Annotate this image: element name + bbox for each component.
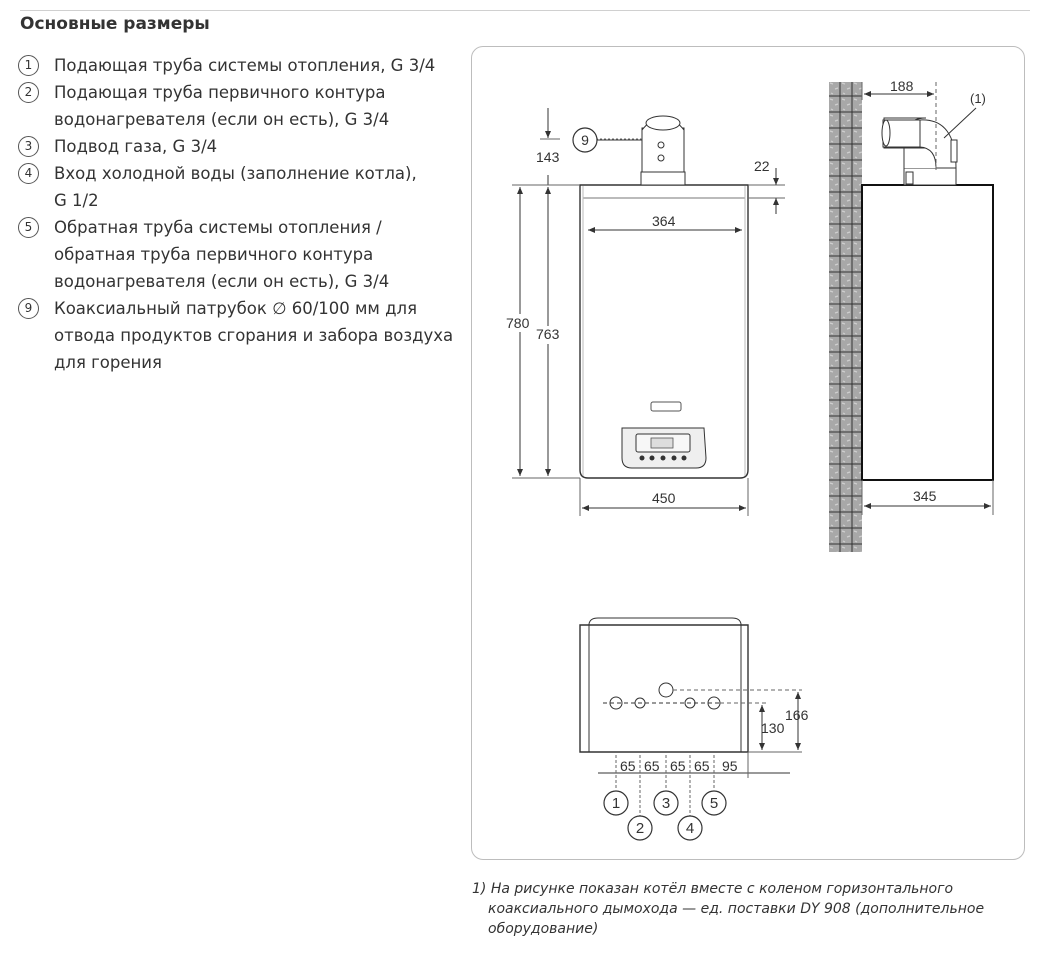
front-view (505, 108, 785, 516)
callout-3: 3 (661, 795, 671, 812)
legend-text: Обратная труба системы отопления / обратная труба первичного контура водонагревателя (если он есть), G 3/4 (54, 218, 390, 291)
legend-text: Подвод газа, G 3/4 (54, 137, 218, 156)
dim-345-label: 345 (913, 488, 937, 504)
dim-763 (535, 187, 565, 476)
dim-edge-label: 95 (722, 758, 738, 774)
flue-pipe-front (641, 116, 685, 185)
legend-number: 1 (18, 55, 39, 76)
note-ref-label: (1) (970, 91, 986, 106)
callout-5: 5 (709, 795, 719, 812)
footnote (472, 879, 992, 939)
legend-text: Вход холодной воды (заполнение котла), G 1/2 (54, 164, 417, 210)
dim-780-label: 780 (506, 315, 530, 331)
flue-elbow-side (882, 118, 957, 185)
dim-364-label: 364 (652, 213, 676, 229)
legend-number: 9 (18, 298, 39, 319)
note-ref-1 (944, 91, 986, 138)
dim-450-label: 450 (652, 490, 676, 506)
legend-text: Коаксиальный патрубок ∅ 60/100 мм для отвода продуктов сгорания и забора воздуха для горения (54, 299, 454, 372)
footnote-line: коаксиального дымохода — ед. поставки DY 908 (дополнительное (488, 901, 985, 917)
connection-3 (659, 683, 673, 697)
dim-763-label: 763 (536, 326, 560, 342)
callout-9 (573, 128, 642, 152)
dim-22 (748, 158, 785, 214)
bottom-view (580, 618, 809, 840)
legend-text: Подающая труба первичного контура водонагревателя (если он есть), G 3/4 (54, 83, 390, 129)
dim-spacing-3-label: 65 (670, 758, 686, 774)
wall-hatch (829, 82, 862, 552)
footnote-line: 1) На рисунке показан котёл вместе с коленом горизонтального (472, 881, 954, 897)
dim-166-label: 166 (785, 707, 809, 723)
dim-188-label: 188 (890, 78, 914, 94)
dim-345 (862, 480, 993, 515)
callout-4: 4 (685, 820, 695, 837)
page-title: Основные размеры (20, 14, 210, 34)
dim-22-label: 22 (754, 158, 770, 174)
legend-number: 5 (18, 217, 39, 238)
callout-1: 1 (611, 795, 621, 812)
callout-2: 2 (635, 820, 645, 837)
boiler-side-body (862, 185, 993, 480)
dim-130-label: 130 (761, 720, 785, 736)
side-view (829, 78, 993, 552)
dim-450 (580, 478, 748, 516)
bottom-callouts (604, 791, 726, 840)
dim-spacing-4-label: 65 (694, 758, 710, 774)
dim-spacing-2-label: 65 (644, 758, 660, 774)
dim-spacing-1-label: 65 (620, 758, 636, 774)
legend-number: 3 (18, 136, 39, 157)
brand-logo (651, 402, 681, 411)
callout-9-label: 9 (581, 132, 589, 148)
legend-number: 4 (18, 163, 39, 184)
footnote-line: оборудование) (488, 921, 599, 937)
legend-number: 2 (18, 82, 39, 103)
dim-143-label: 143 (536, 149, 560, 165)
legend-text: Подающая труба системы отопления, G 3/4 (54, 56, 436, 75)
